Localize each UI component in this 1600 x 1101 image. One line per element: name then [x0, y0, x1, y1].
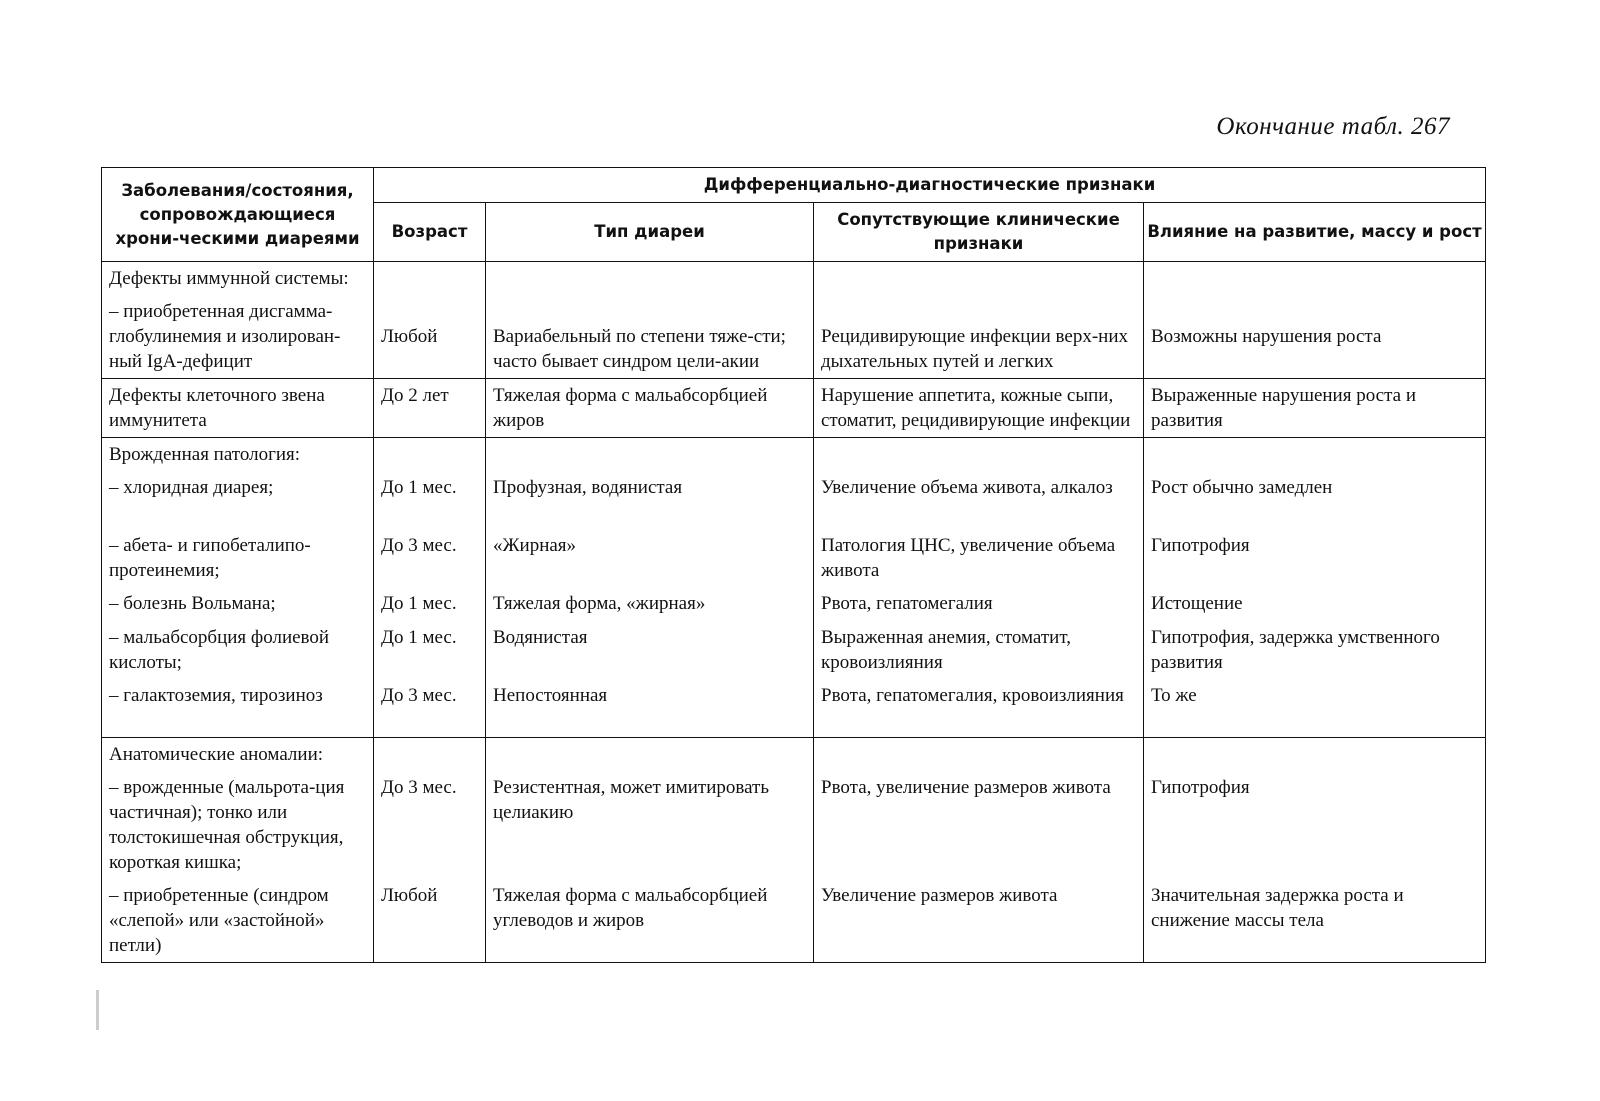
- growth-value: Гипотрофия: [1151, 535, 1250, 556]
- type-cell: [486, 438, 814, 738]
- type-value: Тяжелая форма с мальабсорбцией углеводов и жиров: [493, 885, 768, 931]
- disease-name: – мальабсорбция фолиевой кислоты;: [109, 627, 330, 673]
- signs-value: Увеличение размеров живота: [821, 885, 1058, 906]
- age-value: Любой: [381, 326, 438, 347]
- age-value: До 3 мес.: [381, 685, 457, 706]
- growth-value: Рост обычно замедлен: [1151, 477, 1333, 498]
- table-body: [102, 262, 1486, 963]
- type-cell: [486, 738, 814, 963]
- disease-cell: [102, 379, 374, 438]
- age-value: До 2 лет: [381, 385, 449, 406]
- growth-cell: [1144, 438, 1486, 738]
- age-cell: [374, 438, 486, 738]
- table-row: [102, 379, 1486, 438]
- header-type: Тип диареи: [486, 203, 814, 262]
- disease-cell: [102, 262, 374, 379]
- header-age: Возраст: [374, 203, 486, 262]
- diagnostic-table: [101, 167, 1486, 963]
- growth-cell: [1144, 738, 1486, 963]
- growth-value: То же: [1151, 685, 1197, 706]
- disease-name: – хлоридная диарея;: [109, 477, 274, 498]
- growth-cell: [1144, 379, 1486, 438]
- signs-value: Выраженная анемия, стоматит, кровоизлияния: [821, 627, 1071, 673]
- age-value: До 1 мес.: [381, 477, 457, 498]
- signs-cell: [814, 738, 1144, 963]
- section-title: Дефекты иммунной системы:: [109, 268, 349, 289]
- growth-value: Гипотрофия, задержка умственного развития: [1151, 627, 1440, 673]
- type-value: Тяжелая форма с мальабсорбцией жиров: [493, 385, 768, 431]
- section-title: Анатомические аномалии:: [109, 744, 324, 765]
- age-cell: [374, 262, 486, 379]
- signs-cell: [814, 438, 1144, 738]
- signs-cell: [814, 379, 1144, 438]
- signs-value: Нарушение аппетита, кожные сыпи, стоматит, рецидивирующие инфекции: [821, 385, 1131, 431]
- type-value: Непостоянная: [493, 685, 608, 706]
- age-cell: [374, 738, 486, 963]
- type-value: Резистентная, может имитировать целиакию: [493, 777, 770, 823]
- growth-value: Истощение: [1151, 593, 1243, 614]
- signs-value: Рвота, гепатомегалия: [821, 593, 993, 614]
- signs-value: Рвота, увеличение размеров живота: [821, 777, 1111, 798]
- header-signs: Сопутствующие клинические признаки: [814, 203, 1144, 262]
- header-group: Дифференциально-диагностические признаки: [374, 168, 1486, 203]
- disease-name: – приобретенная дисгамма-глобулинемия и изолирован-ный IgA-дефицит: [109, 301, 341, 372]
- disease-name: – галактоземия, тирозиноз: [109, 685, 323, 706]
- type-value: Вариабельный по степени тяже-сти; часто бывает синдром цели-акии: [493, 326, 786, 372]
- age-value: До 3 мес.: [381, 777, 457, 798]
- type-value: Тяжелая форма, «жирная»: [493, 593, 706, 614]
- age-value: До 3 мес.: [381, 535, 457, 556]
- disease-cell: [102, 438, 374, 738]
- signs-value: Рецидивирующие инфекции верх-них дыхательных путей и легких: [821, 326, 1129, 372]
- table-row: [102, 262, 1486, 379]
- type-cell: [486, 379, 814, 438]
- growth-cell: [1144, 262, 1486, 379]
- table-row: [102, 438, 1486, 738]
- signs-value: Рвота, гепатомегалия, кровоизлияния: [821, 685, 1124, 706]
- age-cell: [374, 379, 486, 438]
- disease-name: – врожденные (мальрота-ция частичная); тонко или толстокишечная обструкция, короткая кишка;: [109, 777, 345, 873]
- signs-value: Увеличение объема живота, алкалоз: [821, 477, 1113, 498]
- age-value: До 1 мес.: [381, 593, 457, 614]
- disease-name: – абета- и гипобеталипо-протеинемия;: [109, 535, 311, 581]
- type-value: Профузная, водянистая: [493, 477, 683, 498]
- disease-name: – приобретенные (синдром «слепой» или «застойной» петли): [109, 885, 329, 956]
- section-title: Врожденная патология:: [109, 444, 301, 465]
- growth-value: Значительная задержка роста и снижение массы тела: [1151, 885, 1404, 931]
- type-value: Водянистая: [493, 627, 588, 648]
- disease-cell: [102, 738, 374, 963]
- header-disease: Заболевания/состояния, сопровождающиеся хрони-ческими диареями: [102, 168, 374, 262]
- header-growth: Влияние на развитие, массу и рост: [1144, 203, 1486, 262]
- disease-name: Дефекты клеточного звена иммунитета: [109, 385, 325, 431]
- type-cell: [486, 262, 814, 379]
- age-value: До 1 мес.: [381, 627, 457, 648]
- growth-value: Возможны нарушения роста: [1151, 326, 1382, 347]
- scan-edge-mark: [96, 990, 99, 1030]
- type-value: «Жирная»: [493, 535, 577, 556]
- table-container: [101, 167, 1486, 963]
- growth-value: Гипотрофия: [1151, 777, 1250, 798]
- table-row: [102, 738, 1486, 963]
- growth-value: Выраженные нарушения роста и развития: [1151, 385, 1416, 431]
- age-value: Любой: [381, 885, 438, 906]
- table-caption: Окончание табл. 267: [1216, 113, 1450, 140]
- signs-value: Патология ЦНС, увеличение объема живота: [821, 535, 1116, 581]
- disease-name: – болезнь Вольмана;: [109, 593, 276, 614]
- signs-cell: [814, 262, 1144, 379]
